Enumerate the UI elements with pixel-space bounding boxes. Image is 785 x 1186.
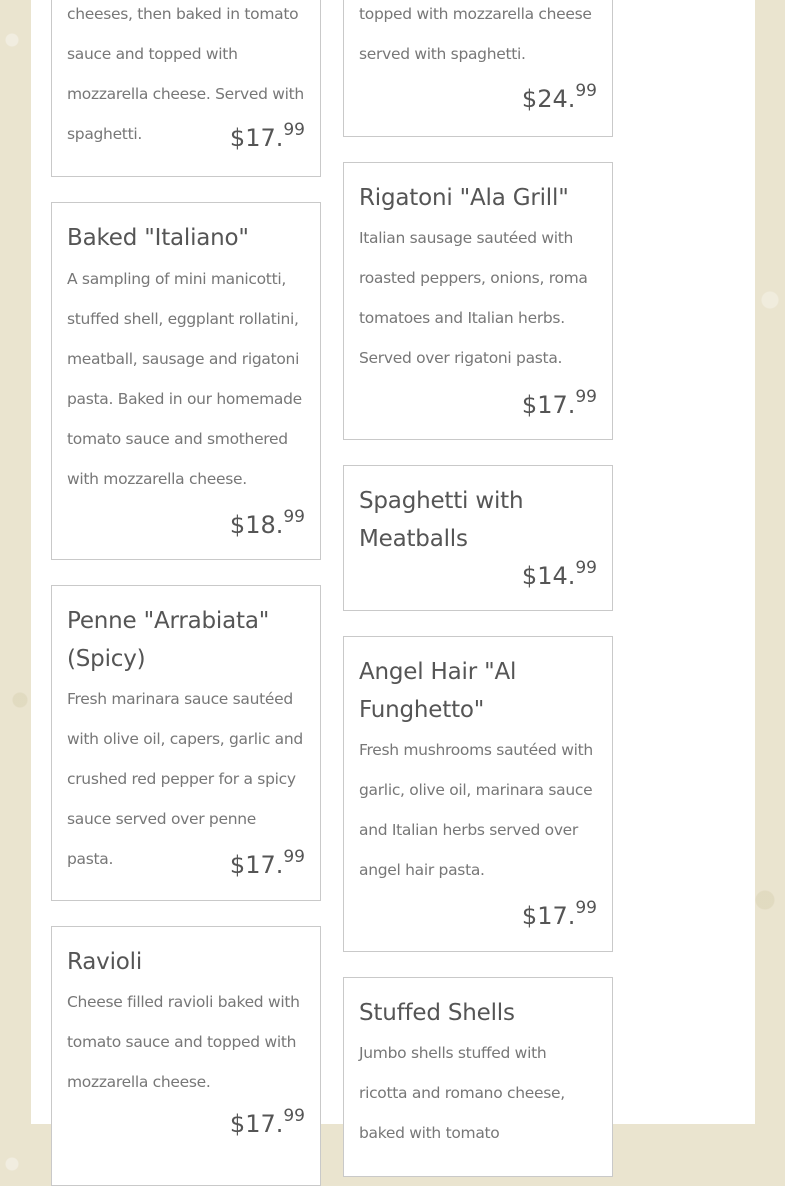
menu-item-price: $18.99 bbox=[229, 507, 305, 539]
menu-item-price: $17.99 bbox=[521, 387, 597, 419]
menu-item-description: A sampling of mini manicotti, stuffed shell, eggplant rollatini, meatball, sausage and rigatoni pasta. Baked in our homemade tomato sauce and smothered with mozzarella cheese. bbox=[67, 270, 302, 488]
menu-item-description: Fresh marinara sauce sautéed with olive oil, capers, garlic and crushed red pepper for a spicy sauce served over penne pasta. bbox=[67, 690, 303, 868]
menu-item-description: Fresh mushrooms sautéed with garlic, olive oil, marinara sauce and Italian herbs served over angel hair pasta. bbox=[359, 741, 593, 879]
menu-item-description: cheeses, then baked in tomato sauce and topped with mozzarella cheese. Served with spaghetti. bbox=[67, 5, 304, 143]
menu-item-price: $17.99 bbox=[521, 898, 597, 930]
menu-item-title: Baked "Italiano" bbox=[67, 225, 249, 251]
menu-item-title: Ravioli bbox=[67, 949, 143, 975]
menu-card[interactable] bbox=[343, 162, 613, 440]
menu-item-title: Rigatoni "Ala Grill" bbox=[359, 185, 569, 211]
menu-item-price: $17.99 bbox=[229, 120, 305, 152]
menu-card[interactable] bbox=[51, 202, 321, 560]
menu-card[interactable] bbox=[343, 636, 613, 952]
menu-card[interactable] bbox=[343, 0, 613, 137]
menu-item-title: Penne "Arrabiata" (Spicy) bbox=[67, 608, 270, 672]
menu-card[interactable] bbox=[51, 585, 321, 901]
menu-item-price: $17.99 bbox=[229, 847, 305, 879]
menu-card[interactable] bbox=[343, 465, 613, 611]
menu-item-description: Cheese filled ravioli baked with tomato sauce and topped with mozzarella cheese. bbox=[67, 993, 300, 1091]
menu-item-price: $17.99 bbox=[229, 1106, 305, 1138]
menu-item-description: Italian sausage sautéed with roasted peppers, onions, roma tomatoes and Italian herbs. Served over rigatoni pasta. bbox=[359, 229, 588, 367]
menu-item-price: $24.99 bbox=[521, 81, 597, 113]
menu-card[interactable] bbox=[51, 926, 321, 1186]
menu-card[interactable] bbox=[343, 977, 613, 1177]
menu-item-description: Jumbo shells stuffed with ricotta and romano cheese, baked with tomato bbox=[359, 1044, 565, 1142]
menu-item-title: Angel Hair "Al Funghetto" bbox=[359, 659, 517, 723]
menu-item-price: $14.99 bbox=[521, 558, 597, 590]
menu-item-description: topped with mozzarella cheese served with spaghetti. bbox=[359, 5, 592, 63]
menu-card[interactable] bbox=[51, 0, 321, 177]
menu-item-title: Spaghetti with Meatballs bbox=[359, 488, 524, 552]
menu-item-title: Stuffed Shells bbox=[359, 1000, 515, 1026]
